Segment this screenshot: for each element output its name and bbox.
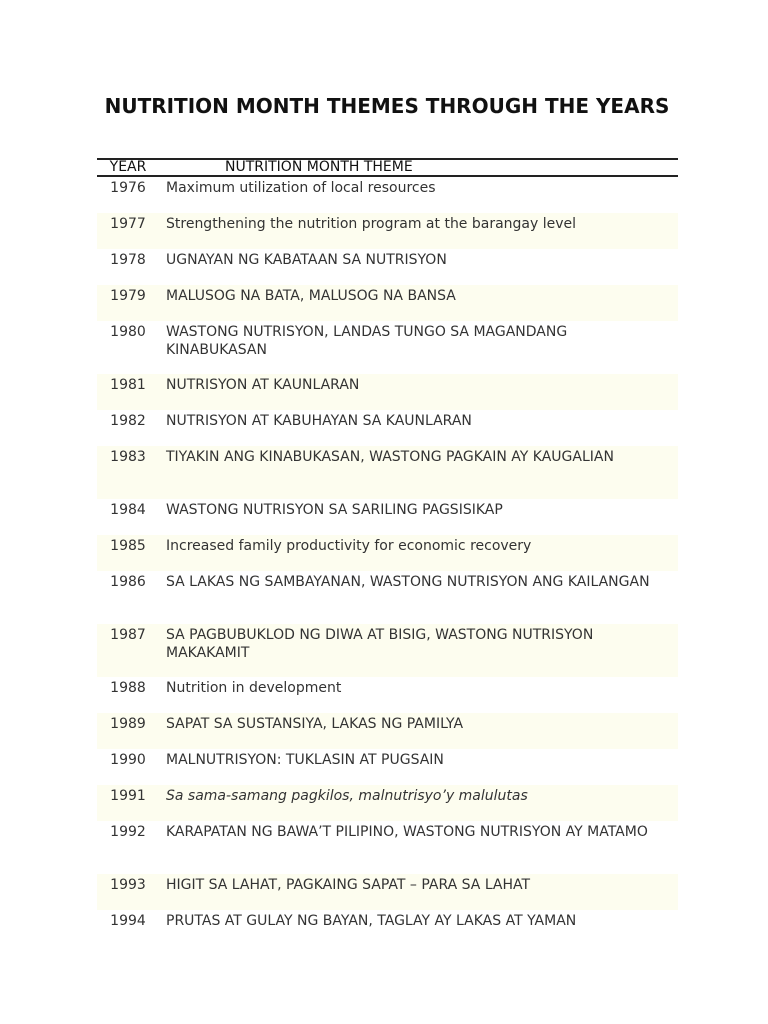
row-theme: MALUSOG NA BATA, MALUSOG NA BANSA [166,288,456,304]
row-theme: SA LAKAS NG SAMBAYANAN, WASTONG NUTRISYON ANG KAILANGAN [166,574,650,590]
table-row [97,677,678,713]
table-row [97,177,678,213]
row-theme: PRUTAS AT GULAY NG BAYAN, TAGLAY AY LAKAS AT YAMAN [166,913,577,929]
row-year: 1981 [110,377,146,393]
row-year: 1983 [110,449,146,465]
row-theme: SAPAT SA SUSTANSIYA, LAKAS NG PAMILYA [166,716,464,732]
table-row [97,749,678,785]
row-year: 1994 [110,913,146,929]
row-year: 1979 [110,288,146,304]
row-theme: Increased family productivity for economic recovery [166,538,532,554]
row-year: 1986 [110,574,146,590]
table-row [97,446,678,499]
row-theme: MALNUTRISYON: TUKLASIN AT PUGSAIN [166,752,444,768]
row-theme: NUTRISYON AT KABUHAYAN SA KAUNLARAN [166,413,472,429]
table-row [97,321,678,374]
row-year: 1990 [110,752,146,768]
row-year: 1977 [110,216,146,232]
table-row [97,910,678,944]
row-year: 1976 [110,180,146,196]
table-row [97,535,678,571]
row-year: 1992 [110,824,146,840]
table-row [97,374,678,410]
row-year: 1993 [110,877,146,893]
row-theme: HIGIT SA LAHAT, PAGKAING SAPAT – PARA SA LAHAT [166,877,531,893]
row-year: 1980 [110,324,146,340]
table-row [97,249,678,285]
table-row [97,624,678,677]
row-year: 1988 [110,680,146,696]
row-year: 1991 [110,788,146,804]
row-theme: SA PAGBUBUKLOD NG DIWA AT BISIG, WASTONG NUTRISYON MAKAKAMIT [166,627,594,661]
row-year: 1985 [110,538,146,554]
row-year: 1987 [110,627,146,643]
table-row [97,874,678,910]
table-row [97,571,678,624]
table-row [97,213,678,249]
table-row [97,785,678,821]
row-theme: Nutrition in development [166,680,342,696]
row-theme: WASTONG NUTRISYON SA SARILING PAGSISIKAP [166,502,503,518]
table-row [97,285,678,321]
themes-table [97,158,678,944]
row-theme: TIYAKIN ANG KINABUKASAN, WASTONG PAGKAIN AY KAUGALIAN [166,449,614,465]
row-year: 1984 [110,502,146,518]
row-theme: UGNAYAN NG KABATAAN SA NUTRISYON [166,252,447,268]
row-year: 1989 [110,716,146,732]
row-theme: Maximum utilization of local resources [166,180,436,196]
row-year: 1978 [110,252,146,268]
row-theme: NUTRISYON AT KAUNLARAN [166,377,360,393]
row-year: 1982 [110,413,146,429]
table-row [97,821,678,874]
header-year: YEAR [109,159,147,175]
page-title: NUTRITION MONTH THEMES THROUGH THE YEARS [104,94,670,118]
row-theme: WASTONG NUTRISYON, LANDAS TUNGO SA MAGANDANG KINABUKASAN [166,324,568,358]
table-row [97,713,678,749]
row-theme: Strengthening the nutrition program at the barangay level [166,216,577,232]
header-theme: NUTRITION MONTH THEME [225,159,413,175]
table-row [97,499,678,535]
table-row [97,410,678,446]
row-theme: KARAPATAN NG BAWA’T PILIPINO, WASTONG NUTRISYON AY MATAMO [166,824,648,840]
table-header [97,158,678,177]
row-theme: Sa sama-samang pagkilos, malnutrisyo’y malulutas [166,788,528,804]
